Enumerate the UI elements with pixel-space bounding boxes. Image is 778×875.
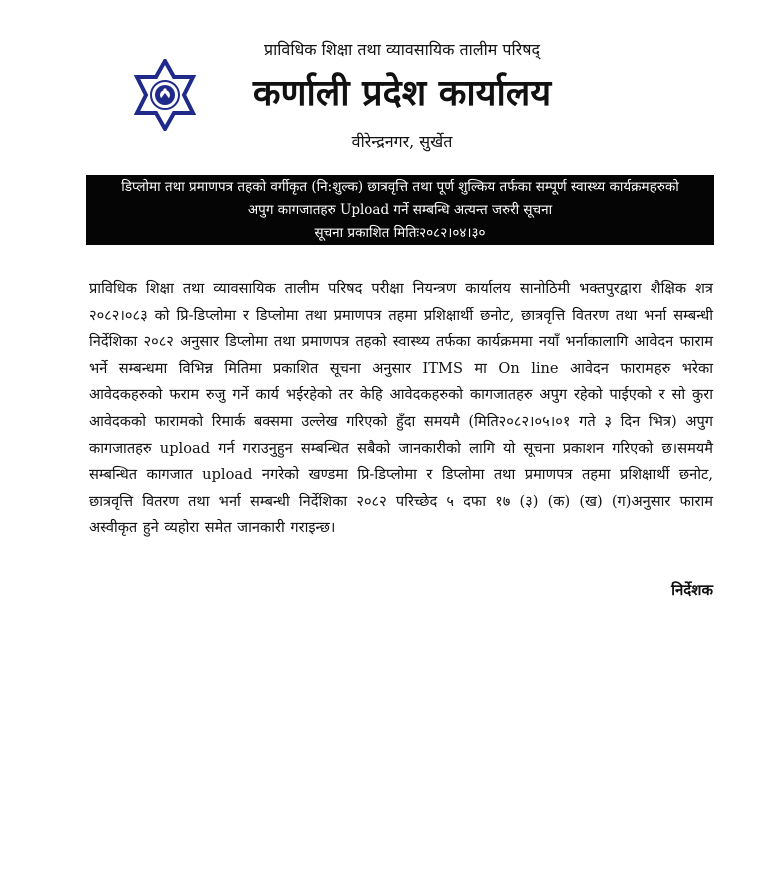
notice-banner <box>86 175 714 245</box>
office-location: वीरेन्द्रनगर, सुर्खेत <box>351 132 453 151</box>
banner-line-3: सूचना प्रकाशित मितिः२०८२।०४।३० <box>314 225 486 241</box>
banner-line-1: डिप्लोमा तथा प्रमाणपत्र तहको वर्गीकृत (नि:शुल्क) छात्रवृत्ति तथा पूर्ण शुल्किय तर्फका सम्पूर्ण स्वास्थ्य कार्यक्रमहरुको <box>121 179 679 195</box>
council-name: प्राविधिक शिक्षा तथा व्यावसायिक तालीम परिषद् <box>264 40 540 59</box>
signature-title: निर्देशक <box>671 581 713 599</box>
office-title: कर्णाली प्रदेश कार्यालय <box>252 72 552 114</box>
notice-body: प्राविधिक शिक्षा तथा व्यावसायिक तालीम परिषद परीक्षा नियन्त्रण कार्यालय सानोठिमी भक्तपुरद्वारा शैक्षिक शत्र २०८२।०८३ को प्रि-डिप्लोमा र डिप्लोमा तथा प्रमाणपत्र तहमा प्रशिक्षार्थी छनोट, छात्रवृत्ति वितरण तथा भर्ना सम्बन्धी निर्देशिका २०८२ अनुसार डिप्लोमा तथा प्रमाणपत्र तहको स्वास्थ्य तर्फका कार्यक्रममा नयाँ भर्नाकालागि आवेदन फाराम भर्ने सम्बन्धमा विभिन्न मितिमा प्रकाशित सूचना अनुसार ITMS मा On line आवेदन फारामहरु भरेका आवेदकहरुको फराम रुजु गर्ने कार्य भईरहेको तर केहि आवेदकहरुको कागजातहरु अपुग रहेको पाईएको र सो कुरा आवेदकको फारामको रिमार्क बक्समा उल्लेख गरिएको हुँदा समयमै (मिति२०८२।०५।०१ गते ३ दिन भित्र) अपुग कागजातहरु upload गर्न गराउनुहुन सम्बन्धित सबैको जानकारीको लागि यो सूचना प्रकाशन गरिएको छ।समयमै सम्बन्धित कागजात upload नगरेको खण्डमा प्रि-डिप्लोमा र डिप्लोमा तथा प्रमाणपत्र तहमा प्रशिक्षार्थी छनोट, छात्रवृत्ति वितरण तथा भर्ना सम्बन्धी निर्देशिका २०८२ परिच्छेद ५ दफा १७ (३) (क) (ख) (ग)अनुसार फाराम अस्वीकृत हुने व्यहोरा समेत जानकारी गराइन्छ। <box>89 280 713 537</box>
banner-line-2: अपुग कागजातहरु Upload गर्ने सम्बन्धि अत्यन्त जरुरी सूचना <box>247 202 553 218</box>
